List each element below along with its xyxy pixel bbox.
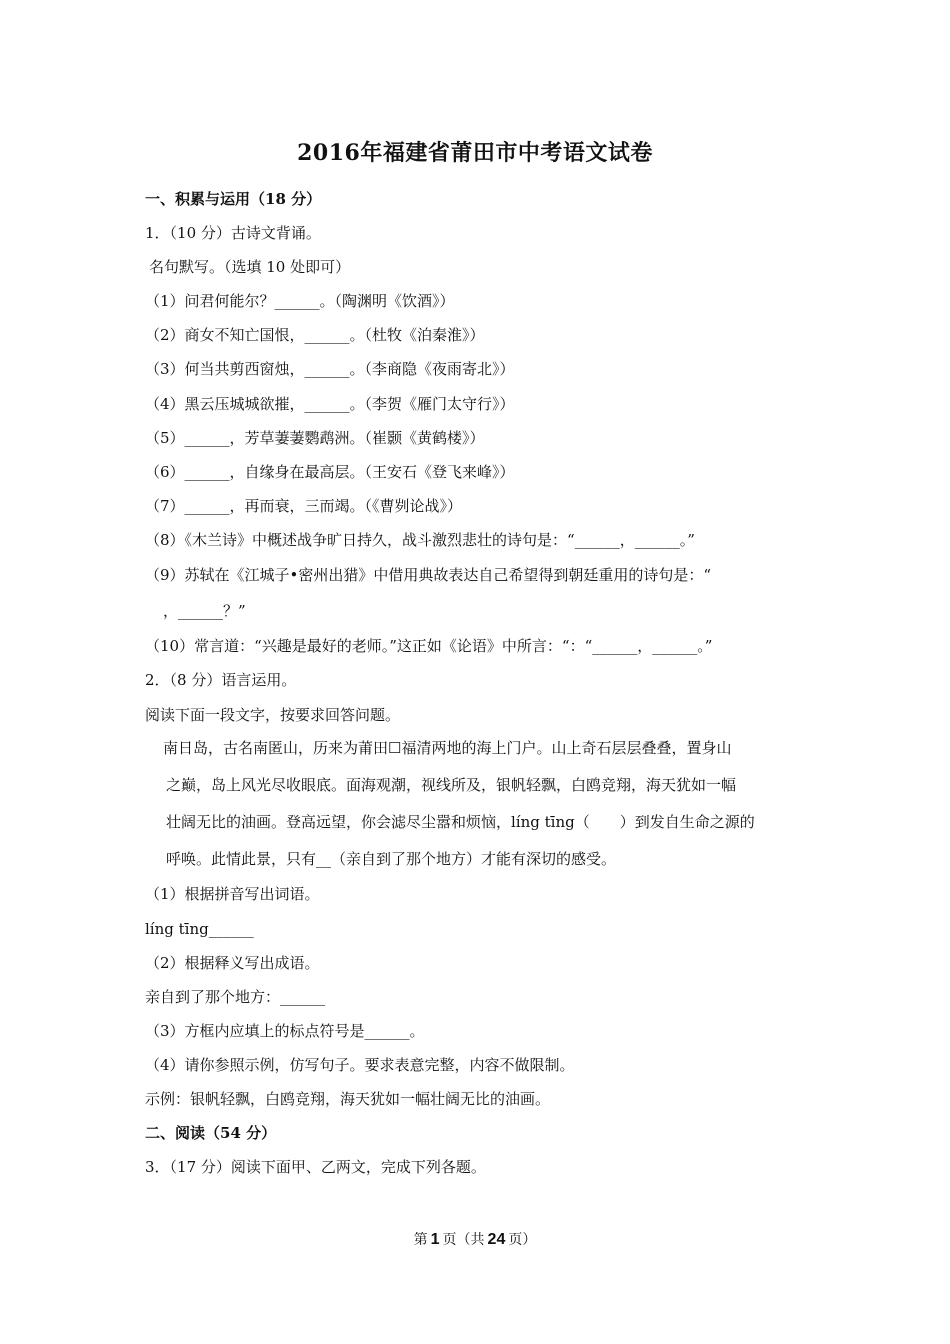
question-item: （9）苏轼在《江城子•密州出猎》中借用典故表达自己希望得到朝廷重用的诗句是：“	[145, 566, 712, 584]
answer-line: líng tīng______	[145, 920, 254, 938]
page-footer	[0, 1229, 950, 1249]
question-item: （7）______，再而衰，三而竭。（《曹刿论战》）	[145, 497, 463, 515]
instruction-text: 阅读下面一段文字，按要求回答问题。	[145, 706, 401, 724]
footer-middle: 页（共	[442, 1232, 485, 1248]
passage-line: 壮阔无比的油画。登高远望，你会滤尽尘嚣和烦恼，líng tīng（ ）到发自生命之源的	[166, 813, 755, 831]
question-item: （2）商女不知亡国恨，______。（杜牧《泊秦淮》）	[145, 326, 485, 344]
page-number: 1	[430, 1231, 440, 1248]
question-item-continuation: ，______？”	[163, 602, 246, 620]
passage-line: 南日岛，古名南匿山，历来为莆田☐福清两地的海上门户。山上奇石层层叠叠，置身山	[163, 739, 732, 757]
question-heading: 1．（10 分）古诗文背诵。	[145, 224, 321, 242]
instruction-text: 名句默写。（选填 10 处即可）	[149, 258, 351, 276]
question-item: （1）问君何能尔？______。（陶渊明《饮酒》）	[145, 292, 455, 310]
question-heading: 2．（8 分）语言运用。	[145, 671, 297, 689]
section-heading: 一、积累与运用（18 分）	[145, 190, 322, 208]
section-heading: 二、阅读（54 分）	[145, 1124, 277, 1142]
question-item: （4）黑云压城城欲摧，______。（李贺《雁门太守行》）	[145, 395, 515, 413]
total-pages: 24	[487, 1231, 506, 1248]
passage-line: 之巅，岛上风光尽收眼底。面海观潮，视线所及，银帆轻飘，白鸥竞翔，海天犹如一幅	[166, 776, 737, 794]
answer-line: 亲自到了那个地方：______	[145, 988, 326, 1006]
page-title: 2016年福建省莆田市中考语文试卷	[297, 140, 653, 166]
sub-question: （1）根据拼音写出词语。	[145, 885, 320, 903]
passage-line: 呼唤。此情此景，只有__（亲自到了那个地方）才能有深切的感受。	[166, 850, 617, 868]
question-item: （10）常言道：“兴趣是最好的老师。”这正如《论语》中所言：“：“______，______。”	[145, 637, 713, 655]
footer-suffix: 页）	[508, 1232, 537, 1248]
sub-question: （2）根据释义写出成语。	[145, 954, 320, 972]
footer-prefix: 第	[413, 1232, 428, 1248]
example-text: 示例：银帆轻飘，白鸥竞翔，海天犹如一幅壮阔无比的油画。	[145, 1090, 551, 1108]
question-item: （6）______，自缘身在最高层。（王安石《登飞来峰》）	[145, 463, 515, 481]
sub-question: （4）请你参照示例，仿写句子。要求表意完整，内容不做限制。	[145, 1056, 575, 1074]
sub-question: （3）方框内应填上的标点符号是______。	[145, 1022, 425, 1040]
question-item: （3）何当共剪西窗烛，______。（李商隐《夜雨寄北》）	[145, 360, 515, 378]
question-item: （5）______，芳草萋萋鹦鹉洲。（崔颢《黄鹤楼》）	[145, 429, 485, 447]
question-heading: 3．（17 分）阅读下面甲、乙两文，完成下列各题。	[145, 1158, 486, 1176]
question-item: （8）《木兰诗》中概述战争旷日持久，战斗激烈悲壮的诗句是：“______，______。”	[145, 531, 695, 549]
